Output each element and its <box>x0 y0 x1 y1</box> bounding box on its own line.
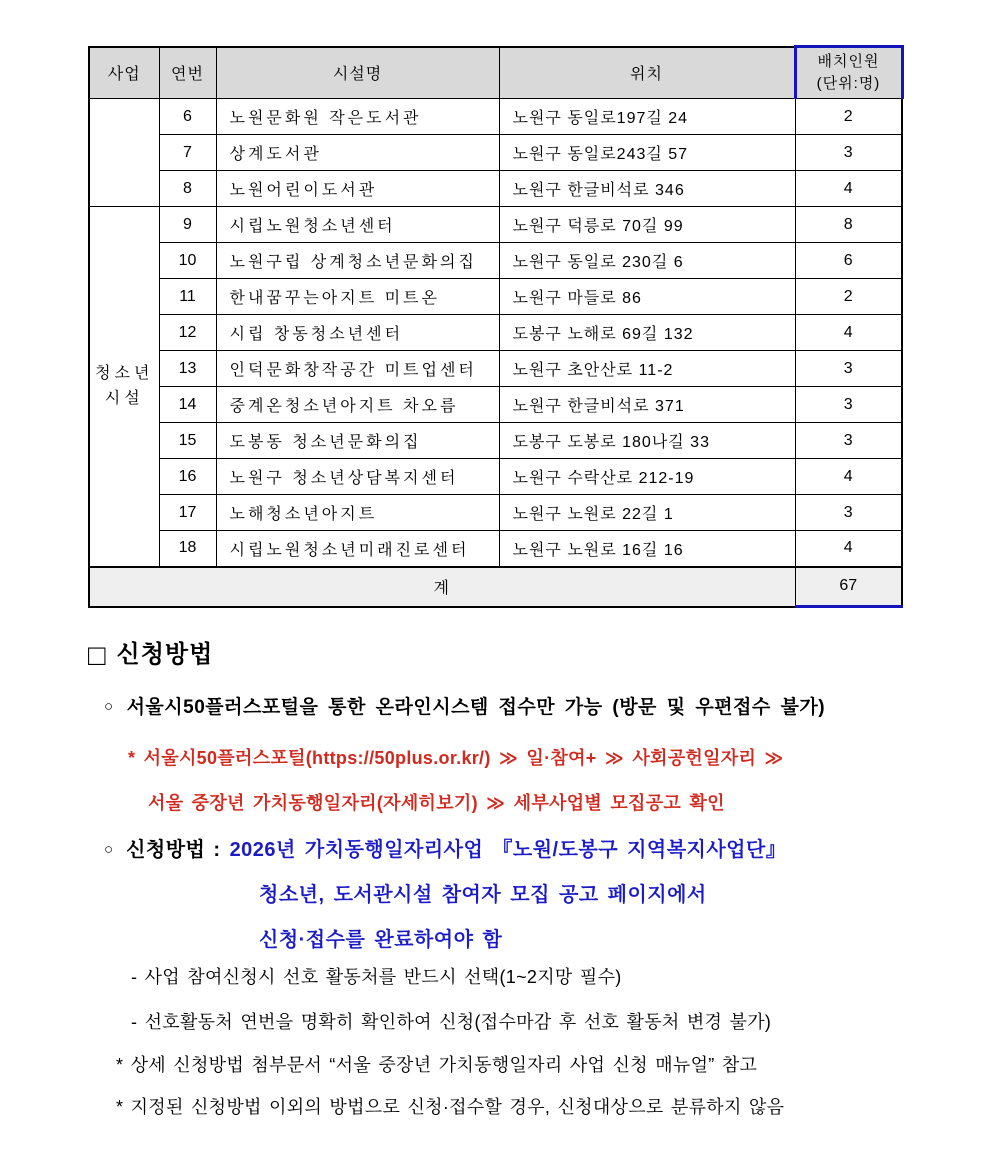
facility-name-cell: 시립노원청소년미래진로센터 <box>216 531 499 567</box>
table-row <box>89 531 902 567</box>
dash-note-2: - 선호활동처 연번을 명확히 확인하여 신청(접수마감 후 선호 활동처 변경 불가) <box>131 1012 772 1032</box>
serial-cell: 17 <box>159 495 216 531</box>
table-row <box>89 495 902 531</box>
serial-cell: 18 <box>159 531 216 567</box>
section-heading <box>88 634 213 673</box>
capacity-cell: 6 <box>795 243 902 279</box>
method-blue-line1: 2026년 가치동행일자리사업 『노원/도봉구 지역복지사업단』 <box>229 839 787 861</box>
serial-cell: 12 <box>159 315 216 351</box>
facility-name-cell: 노원문화원 작은도서관 <box>216 99 499 135</box>
facility-name-cell: 시립 창동청소년센터 <box>216 315 499 351</box>
table-row <box>89 171 902 207</box>
capacity-cell: 3 <box>795 387 902 423</box>
capacity-cell: 2 <box>795 99 902 135</box>
table-row <box>89 279 902 315</box>
serial-cell: 6 <box>159 99 216 135</box>
facility-name-cell: 시립노원청소년센터 <box>216 207 499 243</box>
header-capacity-line1: 배치인원 <box>817 53 880 71</box>
location-cell: 노원구 마들로 86 <box>499 279 795 315</box>
star-note-1: * 상세 신청방법 첨부문서 “서울 중장년 가치동행일자리 사업 신청 매뉴얼” 참고 <box>116 1055 758 1075</box>
capacity-cell: 3 <box>795 351 902 387</box>
facility-name-cell: 노원구립 상계청소년문화의집 <box>216 243 499 279</box>
total-label-cell: 계 <box>89 567 795 607</box>
capacity-cell: 4 <box>795 531 902 567</box>
facility-table-body <box>89 99 902 607</box>
header-capacity <box>795 47 902 99</box>
capacity-cell: 4 <box>795 171 902 207</box>
circle-bullet-icon: ○ <box>104 841 114 858</box>
serial-cell: 15 <box>159 423 216 459</box>
table-row <box>89 459 902 495</box>
location-cell: 노원구 노원로 16길 16 <box>499 531 795 567</box>
location-cell: 노원구 동일로 230길 6 <box>499 243 795 279</box>
facility-name-cell: 상계도서관 <box>216 135 499 171</box>
capacity-cell: 8 <box>795 207 902 243</box>
online-only-note <box>104 692 825 719</box>
location-cell: 노원구 덕릉로 70길 99 <box>499 207 795 243</box>
capacity-cell: 3 <box>795 135 902 171</box>
table-row <box>89 315 902 351</box>
location-cell: 노원구 한글비석로 371 <box>499 387 795 423</box>
header-business: 사업 <box>89 47 159 99</box>
header-capacity-line2: (단위:명) <box>816 75 881 92</box>
method-label: 신청방법 : <box>126 839 221 861</box>
facility-table <box>88 45 904 608</box>
portal-path-note-line1: * 서울시50플러스포털(https://50plus.or.kr/) ≫ 일·참여+ ≫ 사회공헌일자리 ≫ <box>128 748 784 768</box>
serial-cell: 14 <box>159 387 216 423</box>
facility-name-cell: 도봉동 청소년문화의집 <box>216 423 499 459</box>
total-value-cell: 67 <box>795 567 902 607</box>
serial-cell: 8 <box>159 171 216 207</box>
facility-name-cell: 인덕문화창작공간 미트업센터 <box>216 351 499 387</box>
serial-cell: 13 <box>159 351 216 387</box>
online-only-note-text: 서울시50플러스포털을 통한 온라인시스템 접수만 가능 (방문 및 우편접수 불가) <box>126 697 826 718</box>
section-heading-label: 신청방법 <box>116 641 214 668</box>
location-cell: 노원구 수락산로 212-19 <box>499 459 795 495</box>
facility-name-cell: 노원구 청소년상담복지센터 <box>216 459 499 495</box>
serial-cell: 9 <box>159 207 216 243</box>
location-cell: 노원구 동일로243길 57 <box>499 135 795 171</box>
header-serial: 연번 <box>159 47 216 99</box>
capacity-cell: 2 <box>795 279 902 315</box>
circle-bullet-icon: ○ <box>104 698 114 715</box>
facility-name-cell: 중계온청소년아지트 차오름 <box>216 387 499 423</box>
table-row <box>89 351 902 387</box>
location-cell: 노원구 한글비석로 346 <box>499 171 795 207</box>
table-row <box>89 423 902 459</box>
location-cell: 노원구 동일로197길 24 <box>499 99 795 135</box>
star-note-2: * 지정된 신청방법 이외의 방법으로 신청·접수할 경우, 신청대상으로 분류하지 않음 <box>116 1097 785 1117</box>
table-row <box>89 387 902 423</box>
header-location: 위치 <box>499 47 795 99</box>
business-group-cell: 청소년 시설 <box>89 207 159 567</box>
square-bullet-icon: □ <box>88 640 107 672</box>
facility-name-cell: 노원어린이도서관 <box>216 171 499 207</box>
capacity-cell: 3 <box>795 495 902 531</box>
facility-name-cell: 한내꿈꾸는아지트 미트온 <box>216 279 499 315</box>
location-cell: 도봉구 노해로 69길 132 <box>499 315 795 351</box>
serial-cell: 11 <box>159 279 216 315</box>
facility-name-cell: 노해청소년아지트 <box>216 495 499 531</box>
serial-cell: 7 <box>159 135 216 171</box>
table-row <box>89 207 902 243</box>
portal-path-note-line2: 서울 중장년 가치동행일자리(자세히보기) ≫ 세부사업별 모집공고 확인 <box>148 793 725 813</box>
capacity-cell: 3 <box>795 423 902 459</box>
location-cell: 노원구 노원로 22길 1 <box>499 495 795 531</box>
dash-note-1: - 사업 참여신청시 선호 활동처를 반드시 선택(1~2지망 필수) <box>131 967 622 987</box>
table-row <box>89 243 902 279</box>
method-line <box>104 833 786 862</box>
method-blue-line3: 신청·접수를 완료하여야 함 <box>259 929 503 951</box>
table-header-row <box>89 47 902 99</box>
serial-cell: 10 <box>159 243 216 279</box>
business-group-cell <box>89 99 159 207</box>
table-row <box>89 99 902 135</box>
header-facility: 시설명 <box>216 47 499 99</box>
total-row <box>89 567 902 607</box>
location-cell: 도봉구 도봉로 180나길 33 <box>499 423 795 459</box>
capacity-cell: 4 <box>795 459 902 495</box>
table-row <box>89 135 902 171</box>
location-cell: 노원구 초안산로 11-2 <box>499 351 795 387</box>
method-blue-line2: 청소년, 도서관시설 참여자 모집 공고 페이지에서 <box>259 884 707 906</box>
serial-cell: 16 <box>159 459 216 495</box>
capacity-cell: 4 <box>795 315 902 351</box>
